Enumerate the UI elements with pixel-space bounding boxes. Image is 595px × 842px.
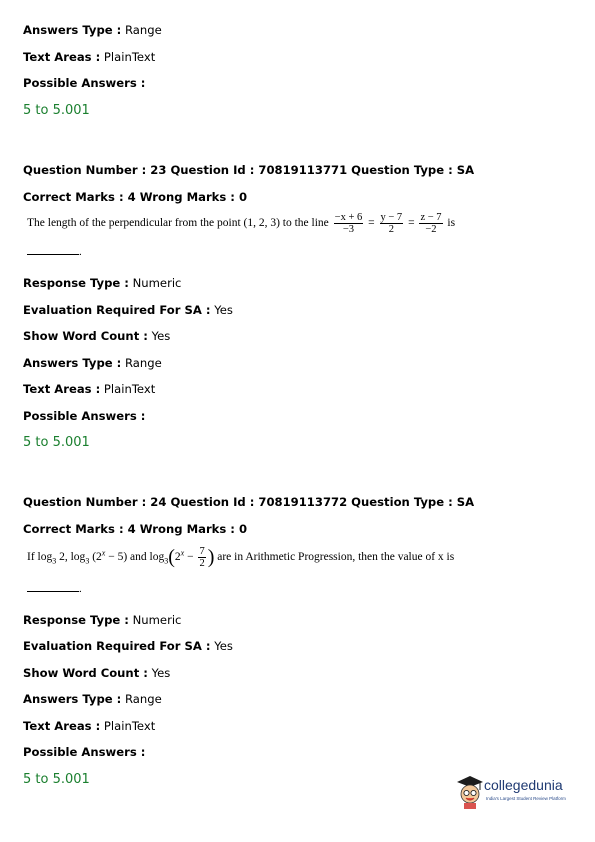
brand-tagline: India's Largest Student Review Platform [486, 796, 566, 801]
q24-answer-blank: . [27, 583, 82, 595]
q23-marks-line: Correct Marks : 4 Wrong Marks : 0 [23, 190, 248, 204]
collegedunia-logo [456, 774, 576, 814]
answers-type-value: Range [121, 23, 162, 37]
q23-fraction-z: $\frac{z - 7}{-2}$ [420, 212, 442, 235]
answers-type-line [23, 23, 162, 37]
q23-response-type: Response Type : Numeric [23, 276, 182, 290]
q24-eval-required: Evaluation Required For SA : Yes [23, 639, 233, 653]
q24-text-areas: Text Areas : PlainText [23, 719, 156, 733]
answers-type-label: Answers Type : [23, 23, 122, 37]
text-areas-value: PlainText [100, 50, 156, 64]
q24-question-stem: If $\log_3 2$, $\log_3 (2^x - 5)$ and $\log_3(2^x$ − $\frac{7}{2}$ ) are in Arithmetic Progression, then the value of x is [27, 546, 455, 569]
q23-number-line: Question Number : 23 Question Id : 70819113771 Question Type : SA [23, 163, 475, 177]
q23-fraction-y: $\frac{y - 7}{2}$ [380, 212, 403, 235]
q23-eval-required: Evaluation Required For SA : Yes [23, 303, 233, 317]
q23-stem-end: is [447, 217, 456, 230]
q23-answer-blank: . [27, 246, 82, 258]
q23-fraction-x: $\frac{-x + 6}{-3}$ [334, 212, 363, 235]
q24-show-word-count: Show Word Count : Yes [23, 666, 171, 680]
q23-equals-1: = [368, 217, 375, 230]
q23-equals-2: = [408, 217, 415, 230]
possible-answer-value: 5 to 5.001 [23, 103, 90, 118]
student-mascot-icon [456, 774, 484, 810]
q23-possible-answer-value: 5 to 5.001 [23, 435, 90, 450]
text-areas-label: Text Areas : [23, 50, 101, 64]
q23-answers-type: Answers Type : Range [23, 356, 162, 370]
q24-answers-type: Answers Type : Range [23, 692, 162, 706]
possible-answers-label: Possible Answers : [23, 76, 146, 90]
q24-marks-line: Correct Marks : 4 Wrong Marks : 0 [23, 522, 248, 536]
text-areas-line [23, 50, 155, 64]
q23-possible-answers-label: Possible Answers : [23, 409, 146, 423]
q23-stem-text: The length of the perpendicular from the point (1, 2, 3) to the line [27, 217, 329, 230]
q24-response-type: Response Type : Numeric [23, 613, 182, 627]
q24-possible-answers-label: Possible Answers : [23, 745, 146, 759]
q23-text-areas: Text Areas : PlainText [23, 382, 156, 396]
q23-show-word-count: Show Word Count : Yes [23, 329, 171, 343]
q23-question-stem [27, 212, 455, 235]
q24-fraction-7-2: $\frac{7}{2}$ [199, 546, 205, 569]
brand-name: collegedunia [484, 777, 563, 793]
q24-possible-answer-value: 5 to 5.001 [23, 772, 90, 787]
q24-number-line: Question Number : 24 Question Id : 70819113772 Question Type : SA [23, 495, 475, 509]
